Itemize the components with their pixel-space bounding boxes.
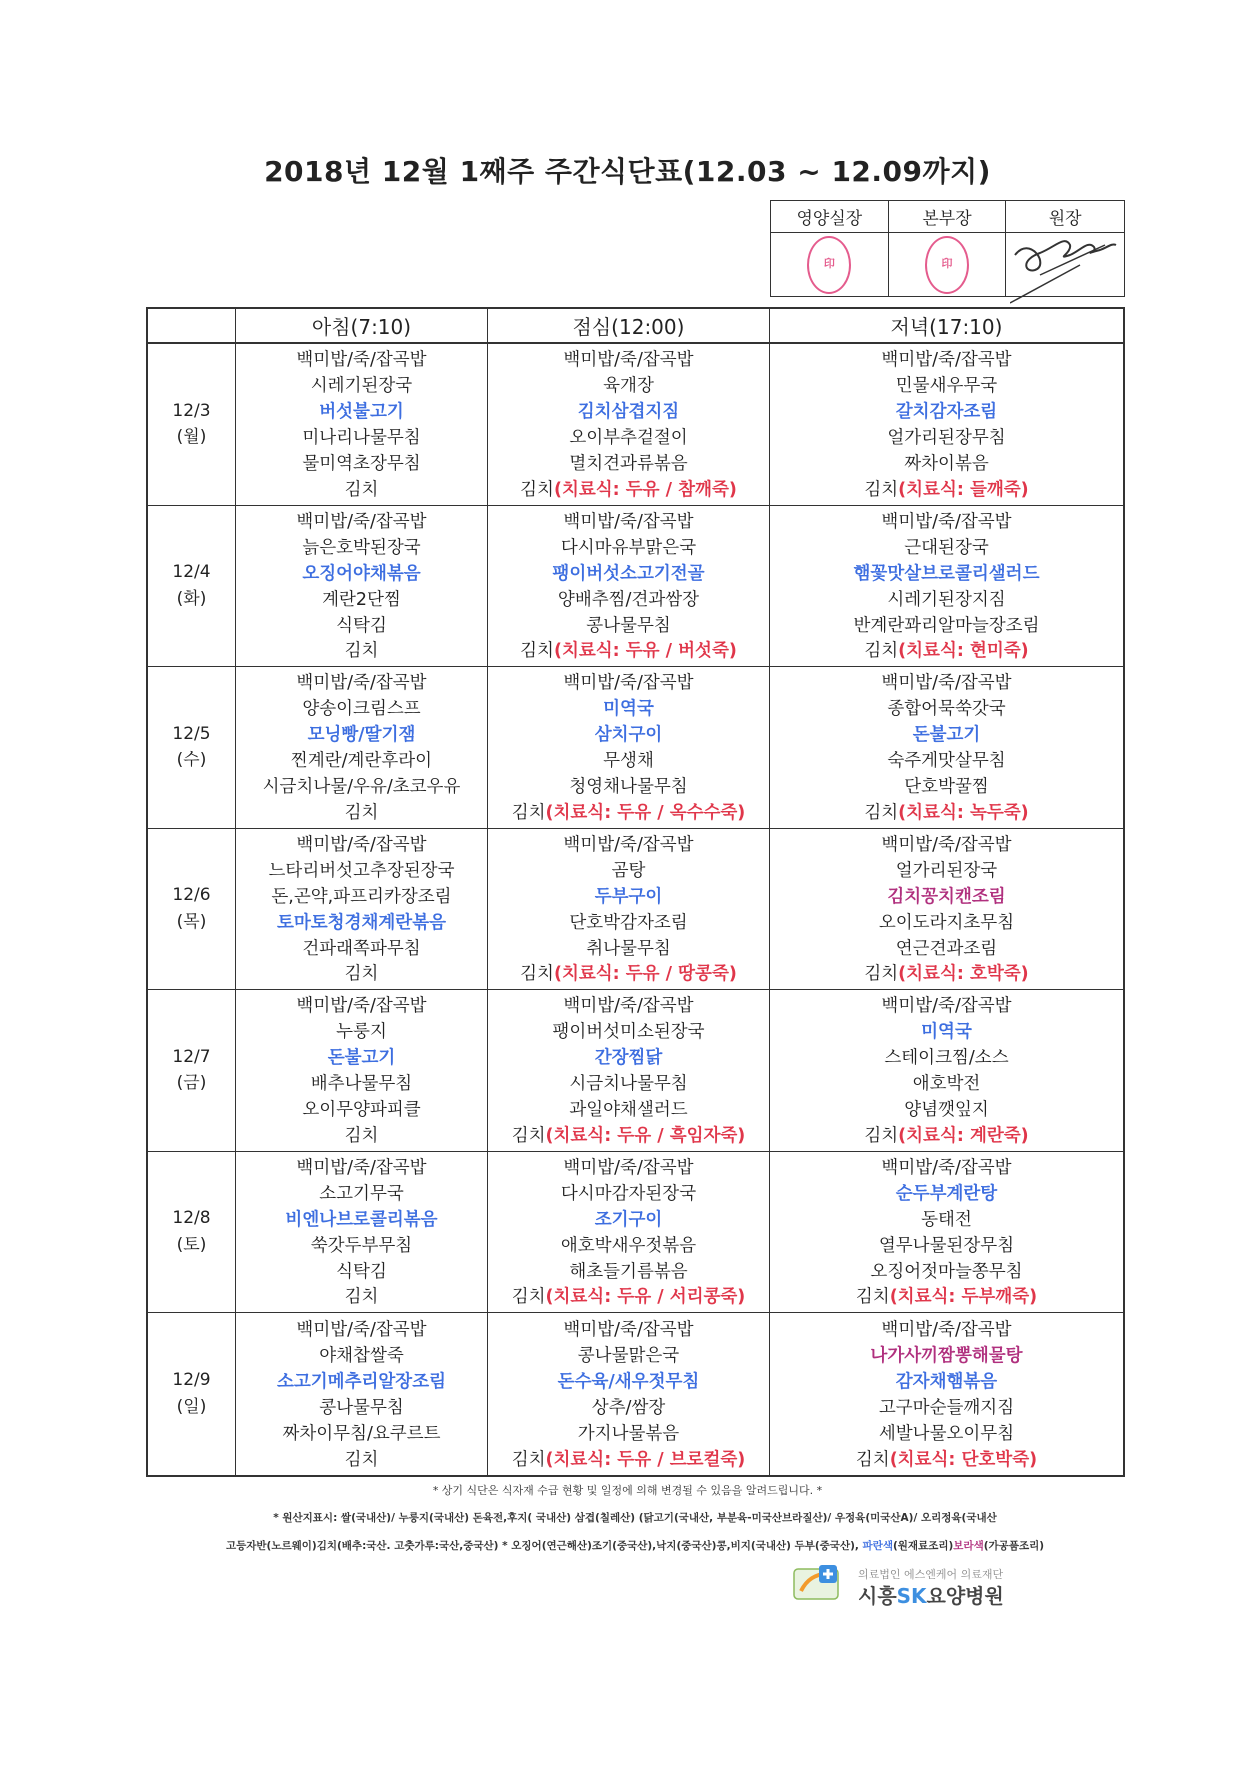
- menu-item: 양념깻잎지: [904, 1100, 989, 1121]
- menu-item: 백미밥/죽/잡곡밥: [563, 834, 694, 855]
- therapy-diet-note: (치료식: 녹두죽): [898, 802, 1029, 823]
- breakfast-cell: [236, 344, 488, 505]
- kimchi-item: 김치: [520, 964, 554, 985]
- menu-item: 열무나물된장무침: [878, 1235, 1015, 1256]
- day-weekday: (일): [176, 1396, 207, 1417]
- menu-item: 콩나물무침: [586, 615, 671, 636]
- menu-item: 돈,곤약,파프리카장조림: [271, 886, 452, 907]
- menu-item: 갈치감자조림: [895, 402, 998, 423]
- lunch-cell: [488, 1152, 770, 1313]
- menu-item: 팽이버섯소고기전골: [552, 563, 705, 584]
- legend-blue-desc: (원재료조리): [892, 1540, 954, 1552]
- menu-item: 다시마유부맑은국: [560, 537, 697, 558]
- day-weekday: (토): [176, 1234, 207, 1255]
- menu-item: 오징어젓마늘쫑무침: [870, 1261, 1023, 1282]
- menu-item: 양송이크림스프: [302, 699, 421, 720]
- lunch-cell: [488, 990, 770, 1151]
- kimchi-therapy-line: [512, 1446, 746, 1471]
- menu-item: 오이무양파피클: [302, 1100, 421, 1121]
- day-cell: [148, 667, 236, 828]
- menu-item: 햄꽃맛살브로콜리샐러드: [853, 563, 1040, 584]
- page-title: 2018년 12월 1째주 주간식단표(12.03 ~ 12.09까지): [264, 155, 991, 188]
- menu-item: 소고기무국: [319, 1183, 404, 1204]
- kimchi-item: 김치: [864, 964, 899, 985]
- menu-item: 돈불고기: [912, 725, 981, 746]
- menu-item: 미역국: [921, 1022, 972, 1043]
- kimchi-item: 김치: [511, 1287, 546, 1308]
- menu-item: 간장찜닭: [594, 1048, 663, 1069]
- menu-item: 근대된장국: [904, 537, 989, 558]
- header-breakfast: 아침(7:10): [236, 309, 488, 342]
- foundation-name: 의료법인 에스엔케어 의료재단: [858, 1568, 1004, 1581]
- breakfast-cell: [236, 667, 488, 828]
- menu-item: 다시마감자된장국: [560, 1183, 697, 1204]
- menu-item: 곰탕: [611, 860, 646, 881]
- header-lunch: 점심(12:00): [488, 309, 770, 342]
- therapy-diet-note: (치료식: 두유 / 브로컬죽): [545, 1449, 746, 1470]
- kimchi-item: 김치: [511, 1449, 546, 1470]
- lunch-cell: [488, 1313, 770, 1475]
- menu-item: 애호박전: [912, 1074, 981, 1095]
- menu-item: 스테이크찜/소스: [884, 1048, 1009, 1069]
- hospital-name-prefix: 시흥: [858, 1584, 897, 1608]
- hospital-name: [858, 1580, 1004, 1609]
- menu-item: 애호박새우젓볶음: [560, 1235, 697, 1256]
- menu-item: 육개장: [603, 376, 654, 397]
- menu-item: 누룽지: [336, 1022, 387, 1043]
- menu-header-row: [148, 309, 1123, 344]
- dinner-cell: [770, 667, 1123, 828]
- menu-item: 해초들기름볶음: [569, 1261, 688, 1282]
- kimchi-item: 김치: [511, 1125, 546, 1146]
- therapy-diet-note: (치료식: 두유 / 흑임자죽): [545, 1125, 746, 1146]
- menu-item: 모닝빵/딸기잼: [307, 725, 416, 746]
- menu-item: 백미밥/죽/잡곡밥: [563, 1319, 694, 1340]
- menu-table: [146, 307, 1125, 1477]
- menu-item: 팽이버섯미소된장국: [552, 1022, 705, 1043]
- menu-item: 미나리나물무침: [302, 428, 421, 449]
- kimchi-therapy-line: [512, 1283, 746, 1308]
- breakfast-cell: [236, 1152, 488, 1313]
- menu-item: 김치: [344, 964, 379, 985]
- hospital-name-sk: SK: [896, 1584, 927, 1608]
- kimchi-therapy-line: [864, 1122, 1028, 1147]
- day-row: [148, 990, 1123, 1152]
- dinner-cell: [770, 1152, 1123, 1313]
- menu-item: 백미밥/죽/잡곡밥: [563, 350, 694, 371]
- lunch-cell: [488, 667, 770, 828]
- menu-item: 얼가리된장국: [895, 860, 998, 881]
- day-weekday: (월): [176, 427, 207, 448]
- kimchi-item: 김치: [864, 479, 899, 500]
- approval-stamp-director: [889, 233, 1007, 296]
- menu-item: 느타리버섯고추장된장국: [268, 860, 455, 881]
- menu-item: 백미밥/죽/잡곡밥: [881, 1319, 1012, 1340]
- menu-item: 백미밥/죽/잡곡밥: [296, 673, 427, 694]
- menu-item: 백미밥/죽/잡곡밥: [563, 673, 694, 694]
- menu-item: 식탁김: [336, 615, 387, 636]
- menu-item: 얼가리된장무침: [887, 428, 1006, 449]
- menu-item: 비엔나브로콜리볶음: [285, 1209, 438, 1230]
- day-date: 12/3: [172, 400, 211, 421]
- menu-item: 시레기된장국: [310, 376, 413, 397]
- day-date: 12/4: [172, 562, 211, 583]
- therapy-diet-note: (치료식: 계란죽): [898, 1125, 1029, 1146]
- menu-item: 오징어야채볶음: [302, 563, 421, 584]
- day-cell: [148, 829, 236, 990]
- dinner-cell: [770, 829, 1123, 990]
- origin-line2-text: 고등자반(노르웨이)김치(배추:국산. 고춧가루:국산,중국산) * 오징어(연근해산)조기(중국산),낙지(중국산)콩,비지(국내산) 두부(중국산),: [225, 1540, 863, 1552]
- menu-item: 고구마순들깨지짐: [878, 1397, 1015, 1418]
- day-cell: [148, 1313, 236, 1475]
- therapy-diet-note: (치료식: 두유 / 서리콩죽): [545, 1287, 746, 1308]
- kimchi-item: 김치: [855, 1449, 890, 1470]
- origin-label-line1: * 원산지표시: 쌀(국내산)/ 누룽지(국내산) 돈육전,후지( 국내산) 삼겹(칠레산) (닭고기(국내산, 부분육-미국산브라질산)/ 우정육(미국산A)/ 오리정육(국내산: [273, 1512, 997, 1524]
- day-cell: [148, 344, 236, 505]
- therapy-diet-note: (치료식: 두유 / 참깨죽): [553, 479, 737, 500]
- day-date: 12/8: [172, 1208, 211, 1229]
- kimchi-therapy-line: [864, 637, 1028, 662]
- breakfast-cell: [236, 506, 488, 667]
- header-day-cell: [148, 309, 236, 342]
- menu-item: 취나물무침: [586, 938, 671, 959]
- therapy-diet-note: (치료식: 두유 / 땅콩죽): [553, 964, 737, 985]
- menu-item: 늙은호박된장국: [302, 537, 421, 558]
- day-weekday: (화): [176, 588, 207, 609]
- kimchi-item: 김치: [520, 641, 554, 662]
- approval-label-director: 본부장: [889, 201, 1007, 233]
- menu-item: 김치삼겹지짐: [577, 402, 680, 423]
- menu-item: 계란2단찜: [322, 589, 401, 610]
- lunch-cell: [488, 344, 770, 505]
- kimchi-item: 김치: [511, 802, 546, 823]
- menu-item: 김치: [344, 1125, 379, 1146]
- therapy-diet-note: (치료식: 두부깨죽): [889, 1287, 1038, 1308]
- menu-item: 콩나물무침: [319, 1397, 404, 1418]
- menu-item: 백미밥/죽/잡곡밥: [296, 511, 427, 532]
- menu-item: 짜차이볶음: [904, 454, 989, 475]
- day-date: 12/6: [172, 885, 211, 906]
- menu-item: 조기구이: [594, 1209, 663, 1230]
- dinner-cell: [770, 506, 1123, 667]
- kimchi-therapy-line: [864, 476, 1028, 501]
- menu-item: 배추나물무침: [310, 1074, 413, 1095]
- kimchi-item: 김치: [864, 1125, 899, 1146]
- menu-item: 찐계란/계란후라이: [290, 751, 433, 772]
- menu-item: 단호박감자조림: [569, 912, 688, 933]
- menu-item: 토마토청경채계란볶음: [276, 912, 447, 933]
- kimchi-therapy-line: [512, 1122, 746, 1147]
- therapy-diet-note: (치료식: 현미죽): [898, 641, 1029, 662]
- menu-item: 김치: [344, 1449, 379, 1470]
- approval-label-president: 원장: [1006, 201, 1124, 233]
- menu-item: 돈불고기: [327, 1048, 396, 1069]
- day-row: [148, 506, 1123, 668]
- menu-item: 돈수육/새우젓무침: [557, 1371, 700, 1392]
- legend-blue-label: 파란색: [862, 1540, 893, 1552]
- therapy-diet-note: (치료식: 단호박죽): [889, 1449, 1038, 1470]
- dinner-cell: [770, 344, 1123, 505]
- kimchi-item: 김치: [864, 641, 899, 662]
- kimchi-therapy-line: [864, 799, 1028, 824]
- menu-item: 세발나물오이무침: [878, 1423, 1015, 1444]
- day-date: 12/9: [172, 1370, 211, 1391]
- menu-item: 오이부추겉절이: [569, 428, 688, 449]
- menu-item: 김치: [344, 479, 379, 500]
- menu-item: 가지나물볶음: [577, 1423, 680, 1444]
- header-dinner: 저녁(17:10): [890, 315, 1003, 339]
- therapy-diet-note: (치료식: 두유 / 버섯죽): [553, 641, 737, 662]
- day-cell: [148, 990, 236, 1151]
- menu-item: 버섯불고기: [319, 402, 404, 423]
- menu-item: 시금치나물무침: [569, 1074, 688, 1095]
- menu-item: 나가사끼짬뽕해물탕: [870, 1345, 1023, 1366]
- day-cell: [148, 506, 236, 667]
- approval-label-nutrition: 영양실장: [771, 201, 889, 233]
- kimchi-therapy-line: [520, 960, 737, 985]
- menu-item: 시레기된장지짐: [887, 589, 1006, 610]
- menu-item: 연근견과조림: [895, 938, 998, 959]
- menu-item: 반계란꽈리알마늘장조림: [853, 615, 1040, 636]
- day-cell: [148, 1152, 236, 1313]
- menu-item: 김치: [344, 1287, 379, 1308]
- menu-item: 콩나물맑은국: [577, 1345, 680, 1366]
- menu-item: 청영채나물무침: [569, 777, 688, 798]
- kimchi-therapy-line: [864, 960, 1028, 985]
- day-weekday: (수): [176, 750, 207, 771]
- menu-item: 백미밥/죽/잡곡밥: [881, 511, 1012, 532]
- menu-item: 백미밥/죽/잡곡밥: [881, 834, 1012, 855]
- menu-item: 백미밥/죽/잡곡밥: [563, 511, 694, 532]
- menu-item: 과일야채샐러드: [569, 1100, 688, 1121]
- therapy-diet-note: (치료식: 호박죽): [898, 964, 1029, 985]
- change-notice: * 상기 식단은 식자재 수급 현황 및 일정에 의해 변경될 수 있음을 알려드립니다. *: [432, 1484, 823, 1497]
- kimchi-therapy-line: [856, 1283, 1037, 1308]
- menu-item: 김치꽁치캔조림: [887, 886, 1006, 907]
- hospital-logo-icon: [793, 1563, 843, 1601]
- kimchi-therapy-line: [512, 799, 746, 824]
- hospital-name-suffix: 요양병원: [926, 1584, 1004, 1608]
- menu-item: 단호박꿀찜: [904, 777, 989, 798]
- day-date: 12/5: [172, 723, 211, 744]
- day-row: [148, 829, 1123, 991]
- therapy-diet-note: (치료식: 들깨죽): [898, 479, 1029, 500]
- menu-item: 동태전: [921, 1209, 972, 1230]
- menu-item: 백미밥/죽/잡곡밥: [881, 350, 1012, 371]
- menu-item: 백미밥/죽/잡곡밥: [296, 834, 427, 855]
- breakfast-cell: [236, 829, 488, 990]
- menu-item: 백미밥/죽/잡곡밥: [563, 1157, 694, 1178]
- menu-item: 쑥갓두부무침: [310, 1235, 413, 1256]
- menu-item: 백미밥/죽/잡곡밥: [881, 673, 1012, 694]
- menu-item: 멸치견과류볶음: [569, 454, 688, 475]
- seal-stamp: 印: [807, 236, 851, 294]
- menu-item: 백미밥/죽/잡곡밥: [296, 996, 427, 1017]
- lunch-cell: [488, 506, 770, 667]
- breakfast-cell: [236, 990, 488, 1151]
- day-date: 12/7: [172, 1046, 211, 1067]
- menu-item: 오이도라지초무침: [878, 912, 1015, 933]
- dinner-cell: [770, 990, 1123, 1151]
- origin-label-line2: [140, 1538, 1130, 1553]
- legend-purple-label: 보라색: [953, 1540, 984, 1552]
- lunch-cell: [488, 829, 770, 990]
- day-weekday: (목): [176, 911, 207, 932]
- menu-item: 백미밥/죽/잡곡밥: [881, 996, 1012, 1017]
- day-row: [148, 344, 1123, 506]
- menu-item: 감자채햄볶음: [895, 1371, 998, 1392]
- menu-item: 김치: [344, 802, 379, 823]
- menu-item: 무생채: [603, 751, 654, 772]
- seal-stamp: 印: [925, 236, 969, 294]
- menu-item: 숙주게맛살무침: [887, 751, 1006, 772]
- kimchi-item: 김치: [864, 802, 899, 823]
- menu-item: 백미밥/죽/잡곡밥: [296, 350, 427, 371]
- menu-item: 종합어묵쑥갓국: [887, 699, 1006, 720]
- menu-item: 백미밥/죽/잡곡밥: [296, 1157, 427, 1178]
- approval-stamp-nutrition: [771, 233, 889, 296]
- menu-item: 건파래쪽파무침: [302, 938, 421, 959]
- menu-item: 양배추찜/견과쌈장: [557, 589, 700, 610]
- day-weekday: (금): [176, 1073, 207, 1094]
- menu-item: 짜차이무침/요쿠르트: [282, 1423, 441, 1444]
- menu-item: 민물새우무국: [895, 376, 998, 397]
- menu-item: 백미밥/죽/잡곡밥: [881, 1157, 1012, 1178]
- legend-purple-desc: (가공품조리): [983, 1540, 1045, 1552]
- handwritten-signature: [1010, 225, 1120, 305]
- menu-item: 식탁김: [336, 1261, 387, 1282]
- menu-item: 물미역초장무침: [302, 454, 421, 475]
- menu-item: 두부구이: [594, 886, 663, 907]
- therapy-diet-note: (치료식: 두유 / 옥수수죽): [545, 802, 746, 823]
- day-row: [148, 1152, 1123, 1314]
- menu-item: 미역국: [603, 699, 654, 720]
- menu-item: 상추/쌈장: [591, 1397, 666, 1418]
- menu-item: 순두부계란탕: [895, 1183, 998, 1204]
- day-row: [148, 1313, 1123, 1475]
- kimchi-item: 김치: [520, 479, 554, 500]
- kimchi-therapy-line: [520, 476, 737, 501]
- dinner-cell: [770, 1313, 1123, 1475]
- day-row: [148, 667, 1123, 829]
- menu-item: 김치: [344, 641, 379, 662]
- kimchi-therapy-line: [856, 1446, 1037, 1471]
- menu-item: 백미밥/죽/잡곡밥: [563, 996, 694, 1017]
- kimchi-item: 김치: [855, 1287, 890, 1308]
- kimchi-therapy-line: [520, 637, 737, 662]
- menu-item: 백미밥/죽/잡곡밥: [296, 1319, 427, 1340]
- menu-item: 야채찹쌀죽: [319, 1345, 404, 1366]
- breakfast-cell: [236, 1313, 488, 1475]
- menu-item: 삼치구이: [594, 725, 663, 746]
- menu-item: 소고기메추리알장조림: [276, 1371, 447, 1392]
- menu-item: 시금치나물/우유/초코우유: [262, 777, 461, 798]
